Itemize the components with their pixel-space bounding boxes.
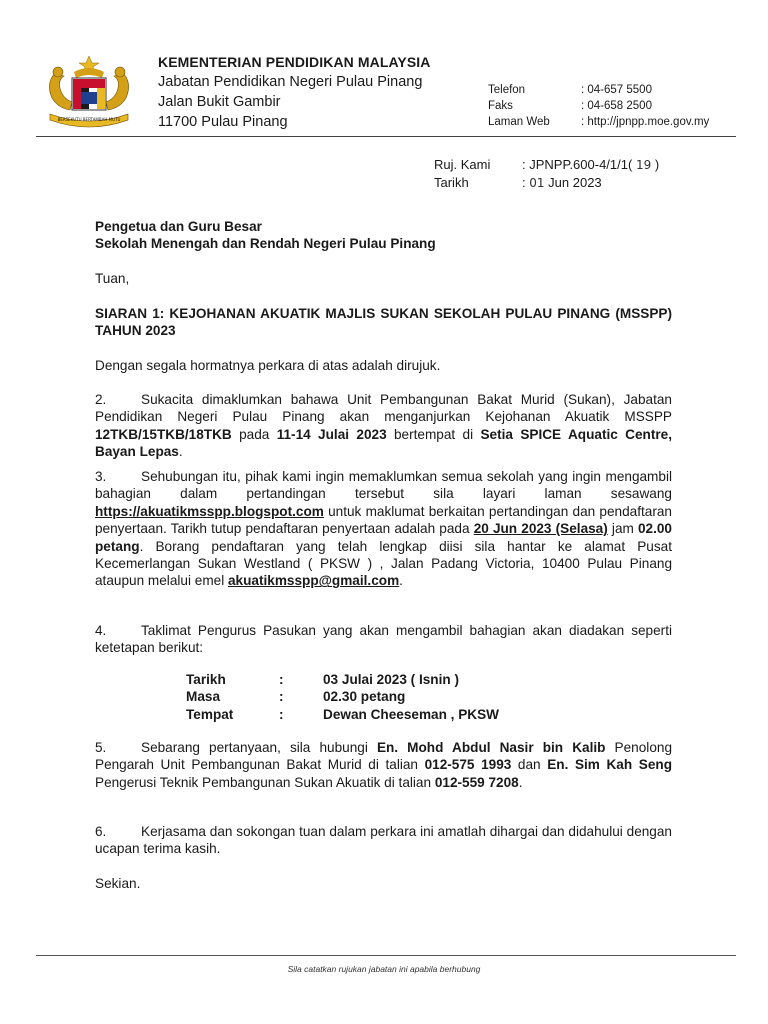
briefing-venue-row: Tempat : Dewan Cheeseman , PKSW: [186, 706, 500, 722]
ministry-name: KEMENTERIAN PENDIDIKAN MALAYSIA: [158, 54, 431, 70]
deadline-date: 20 Jun 2023 (Selasa): [473, 521, 608, 537]
ref-label: Ruj. Kami: [434, 157, 491, 172]
contact-info: [488, 82, 709, 130]
closing: Sekian.: [95, 876, 141, 891]
address-line-2: 11700 Pulau Pinang: [158, 114, 288, 130]
paragraph-2: 2. Sukacita dimaklumkan bahawa Unit Pembangunan Bakat Murid (Sukan), Jabatan Pendidikan Negeri Pulau Pinang akan menganjurkan Kejohanan Akuatik MSSPP 12TKB/15TKB/18TKB pada 11-14 Julai 2023 bertempat di Setia SPICE Aquatic Centre, Bayan Lepas.: [95, 392, 673, 460]
web-label: Laman Web: [488, 116, 550, 128]
reference-block: [434, 156, 659, 192]
email-link[interactable]: akuatikmsspp@gmail.com: [228, 573, 400, 589]
opening-line: Dengan segala hormatnya perkara di atas adalah dirujuk.: [95, 358, 441, 373]
fax-label: Faks: [488, 100, 513, 112]
website-link[interactable]: https://akuatikmsspp.blogspot.com: [95, 503, 324, 519]
ref-handwritten: 19: [635, 158, 652, 172]
department-name: Jabatan Pendidikan Negeri Pulau Pinang: [158, 74, 423, 90]
paragraph-6: 6. Kerjasama dan sokongan tuan dalam perkara ini amatlah dihargai dan didahului dengan ucapan terima kasih.: [95, 824, 672, 857]
web-value: : http://jpnpp.moe.gov.my: [581, 116, 710, 128]
recipient-line-2: Sekolah Menengah dan Rendah Negeri Pulau Pinang: [95, 236, 436, 252]
subject-heading: SIARAN 1: KEJOHANAN AKUATIK MAJLIS SUKAN SEKOLAH PULAU PINANG (MSSPP) TAHUN 2023: [95, 306, 672, 339]
ref-value: : JPNPP.600-4/1/1( 19 ): [522, 157, 660, 172]
header-divider: [36, 136, 736, 137]
svg-text:BERSEKUTU BERTAMBAH MUTU: BERSEKUTU BERTAMBAH MUTU: [57, 117, 121, 122]
letterhead-organization: [158, 52, 431, 132]
briefing-time-row: Masa : 02.30 petang: [186, 689, 406, 705]
footer-note: Sila catatkan rujukan jabatan ini apabila berhubung: [287, 964, 481, 974]
phone-value: : 04-657 5500: [581, 84, 652, 96]
paragraph-3: 3. Sehubungan itu, pihak kami ingin memaklumkan semua sekolah yang ingin mengambil bahagian dalam pertandingan tersebut sila layari laman sesawang https://akuatikmsspp.blogspot.com untuk maklumat berkaitan pertandingan dan pendaftaran penyertaan. Tarikh tutup pendaftaran penyertaan adalah pada 20 Jun 2023 (Selasa) jam 02.00 petang. Borang pendaftaran yang telah lengkap diisi sila hantar ke alamat Pusat Kecemerlangan Sukan Westland ( PKSW ) , Jalan Padang Victoria, 10400 Pulau Pinang ataupun melalui emel akuatikmsspp@gmail.com.: [95, 469, 672, 589]
date-value: : 01 Jun 2023: [522, 175, 602, 190]
fax-value: : 04-658 2500: [581, 100, 652, 112]
footer-divider: [36, 955, 736, 956]
recipient: [95, 218, 672, 253]
coat-of-arms-icon: [36, 54, 142, 130]
address-line-1: Jalan Bukit Gambir: [158, 94, 281, 110]
date-handwritten: 01: [529, 176, 545, 190]
date-label: Tarikh: [434, 175, 469, 190]
paragraph-4: 4. Taklimat Pengurus Pasukan yang akan mengambil bahagian akan diadakan seperti ketetapan berikut:: [95, 623, 672, 656]
briefing-details: [186, 671, 499, 723]
salutation: Tuan,: [95, 271, 130, 286]
paragraph-5: 5. Sebarang pertanyaan, sila hubungi En. Mohd Abdul Nasir bin Kalib Penolong Pengarah Unit Pembangunan Bakat Murid di talian 012-575 1993 dan En. Sim Kah Seng Pengerusi Teknik Pembangunan Sukan Akuatik di talian 012-559 7208.: [95, 740, 673, 790]
briefing-date-row: Tarikh : 03 Julai 2023 ( Isnin ): [186, 672, 459, 687]
phone-label: Telefon: [488, 84, 526, 96]
recipient-line-1: Pengetua dan Guru Besar: [95, 219, 262, 234]
